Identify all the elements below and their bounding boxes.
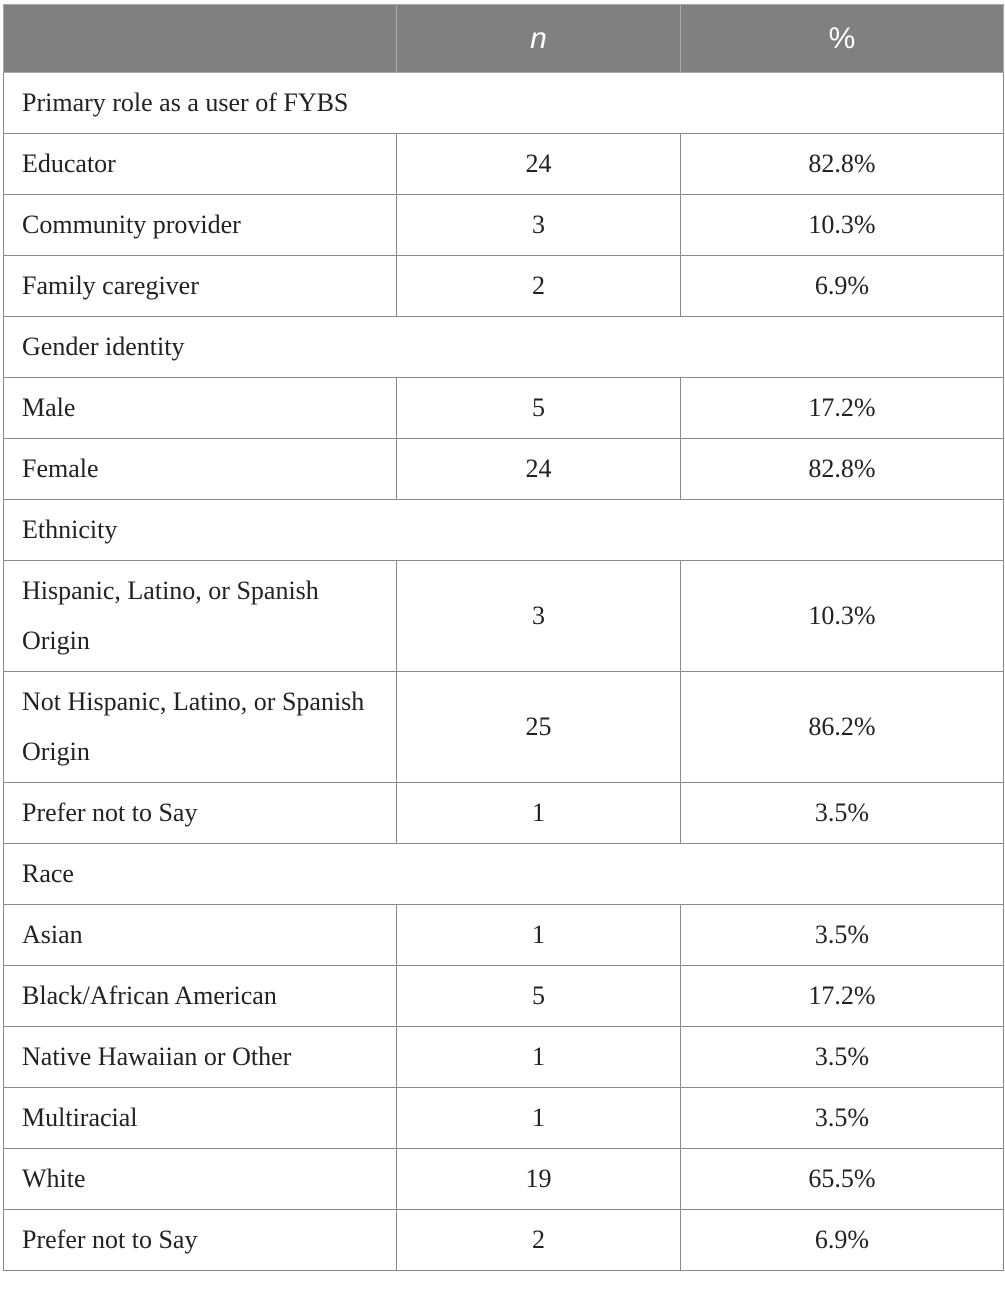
row-n: 25 [397, 672, 681, 783]
demographics-table [3, 4, 1004, 1271]
header-percent-cell: % [681, 5, 1004, 73]
row-n: 24 [397, 439, 681, 500]
row-label: Hispanic, Latino, or Spanish Origin [4, 561, 397, 672]
row-percent: 65.5% [681, 1149, 1004, 1210]
row-n: 24 [397, 134, 681, 195]
section-title: Ethnicity [4, 500, 1004, 561]
row-label: Community provider [4, 195, 397, 256]
row-percent: 17.2% [681, 378, 1004, 439]
table-row [4, 1027, 1004, 1088]
row-percent: 3.5% [681, 905, 1004, 966]
table-row [4, 561, 1004, 672]
row-label: Multiracial [4, 1088, 397, 1149]
table-row [4, 783, 1004, 844]
row-label: White [4, 1149, 397, 1210]
table-header [4, 5, 1004, 73]
row-label: Native Hawaiian or Other [4, 1027, 397, 1088]
table-row [4, 672, 1004, 783]
row-percent: 3.5% [681, 1027, 1004, 1088]
row-n: 3 [397, 561, 681, 672]
row-label: Educator [4, 134, 397, 195]
header-n-cell [397, 5, 681, 73]
section-title: Gender identity [4, 317, 1004, 378]
row-percent: 82.8% [681, 439, 1004, 500]
row-n: 19 [397, 1149, 681, 1210]
table-row [4, 439, 1004, 500]
row-n: 1 [397, 1027, 681, 1088]
section-row [4, 317, 1004, 378]
row-percent: 3.5% [681, 783, 1004, 844]
row-percent: 6.9% [681, 1210, 1004, 1271]
row-n: 5 [397, 378, 681, 439]
row-label: Not Hispanic, Latino, or Spanish Origin [4, 672, 397, 783]
row-n: 1 [397, 905, 681, 966]
section-title: Race [4, 844, 1004, 905]
row-label: Female [4, 439, 397, 500]
row-n: 5 [397, 966, 681, 1027]
row-percent: 10.3% [681, 195, 1004, 256]
row-label: Black/African American [4, 966, 397, 1027]
table-row [4, 905, 1004, 966]
row-percent: 6.9% [681, 256, 1004, 317]
header-label-cell [4, 5, 397, 73]
row-label: Prefer not to Say [4, 1210, 397, 1271]
row-percent: 86.2% [681, 672, 1004, 783]
table-row [4, 1088, 1004, 1149]
row-n: 2 [397, 1210, 681, 1271]
table-row [4, 1210, 1004, 1271]
row-n: 1 [397, 1088, 681, 1149]
table-row [4, 256, 1004, 317]
row-label: Male [4, 378, 397, 439]
row-label: Prefer not to Say [4, 783, 397, 844]
row-percent: 82.8% [681, 134, 1004, 195]
section-row [4, 73, 1004, 134]
header-row [4, 5, 1004, 73]
header-n-text: n [530, 21, 547, 55]
row-percent: 17.2% [681, 966, 1004, 1027]
table-row [4, 1149, 1004, 1210]
row-label: Family caregiver [4, 256, 397, 317]
row-n: 2 [397, 256, 681, 317]
section-row [4, 500, 1004, 561]
row-n: 1 [397, 783, 681, 844]
section-title: Primary role as a user of FYBS [4, 73, 1004, 134]
table-row [4, 134, 1004, 195]
table-row [4, 966, 1004, 1027]
row-n: 3 [397, 195, 681, 256]
table-row [4, 195, 1004, 256]
row-percent: 10.3% [681, 561, 1004, 672]
row-percent: 3.5% [681, 1088, 1004, 1149]
section-row [4, 844, 1004, 905]
table-row [4, 378, 1004, 439]
row-label: Asian [4, 905, 397, 966]
